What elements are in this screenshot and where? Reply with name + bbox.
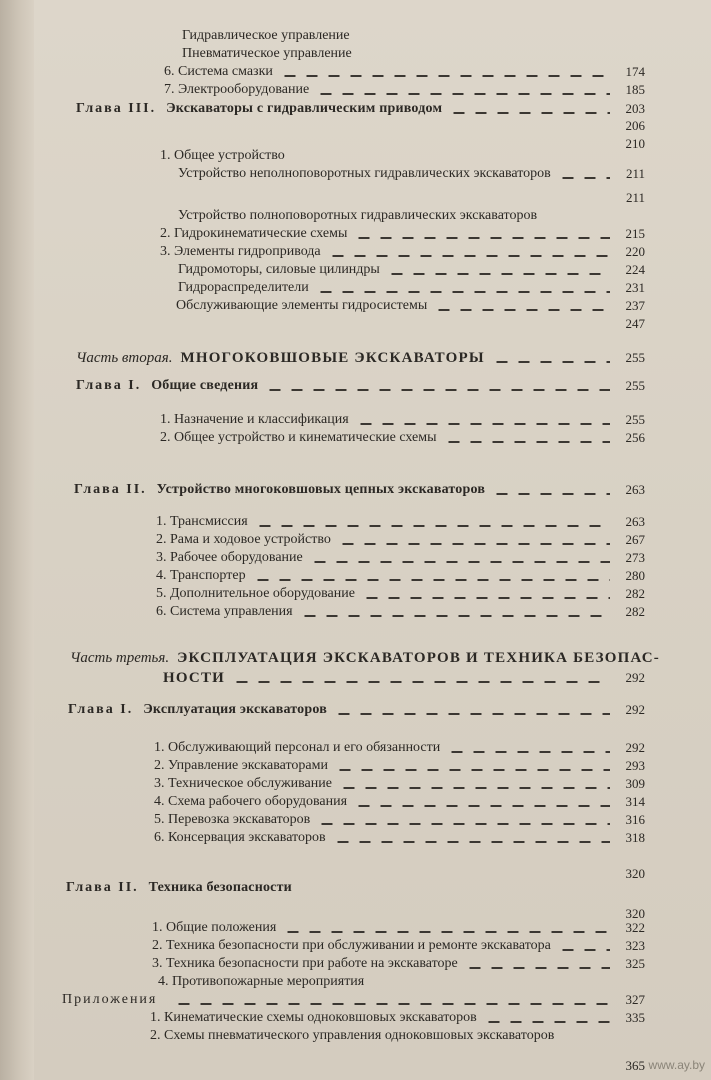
- dot-leader: [279, 75, 610, 77]
- toc-entry-title: 5. Дополнительное оборудование: [156, 586, 355, 601]
- toc-heading-prefix: Глава III.: [76, 101, 157, 116]
- toc-entry: [178, 208, 537, 224]
- toc-entry: [152, 956, 458, 972]
- toc-entry-title: 3. Рабочее оборудование: [156, 550, 303, 565]
- dot-leader: [315, 93, 610, 95]
- toc-entry-title: 6. Консервация экскаваторов: [154, 830, 326, 845]
- toc-page-number: 320: [625, 906, 645, 921]
- toc-entry: [154, 776, 332, 792]
- toc-entry-title: 2. Управление экскаваторами: [154, 758, 328, 773]
- toc-entry-title: Эксплуатация экскаваторов: [143, 702, 327, 717]
- toc-entry-title: 2. Рама и ходовое устройство: [156, 532, 331, 547]
- toc-page-number: 263: [625, 514, 645, 529]
- dot-leader: [315, 291, 610, 293]
- toc-page-number: 365: [625, 1058, 645, 1073]
- toc-entry: [176, 298, 427, 314]
- dot-leader: [309, 561, 610, 563]
- toc-heading-prefix: Глава II.: [66, 880, 139, 895]
- dot-leader: [491, 493, 610, 495]
- toc-entry: [156, 514, 248, 530]
- toc-page-number: 314: [625, 794, 645, 809]
- toc-page-number: 211: [625, 166, 645, 181]
- toc-entry-title: 6. Система смазки: [164, 64, 273, 79]
- toc-entry: [164, 64, 273, 80]
- toc-page-number: 203: [625, 101, 645, 116]
- dot-leader: [282, 931, 610, 933]
- toc-entry: [160, 226, 347, 242]
- toc-entry: [178, 280, 309, 296]
- dot-leader: [252, 579, 610, 581]
- toc-entry-title: МНОГОКОВШОВЫЕ ЭКСКАВАТОРЫ: [180, 350, 485, 366]
- toc-entry: [164, 82, 309, 98]
- toc-entry-title: 2. Гидрокинематические схемы: [160, 226, 348, 241]
- toc-page-number: 292: [625, 670, 645, 685]
- dot-leader: [355, 423, 610, 425]
- toc-page-number: 292: [625, 740, 645, 755]
- toc-heading-prefix: Глава II.: [74, 482, 147, 497]
- toc-page-number: 247: [625, 316, 645, 331]
- toc-entry-title: Приложения: [62, 992, 158, 1007]
- toc-entry-title: Общие сведения: [151, 378, 259, 393]
- toc-entry-title: Обслуживающие элементы гидросистемы: [176, 298, 428, 313]
- toc-entry: [156, 604, 293, 620]
- toc-entry-title: Устройство неполноповоротных гидравлических экскаваторов: [178, 166, 551, 181]
- dot-leader: [433, 309, 610, 311]
- toc-entry-title: 3. Элементы гидропривода: [160, 244, 321, 259]
- toc-entry: [178, 166, 551, 182]
- toc-entry: [156, 550, 303, 566]
- toc-entry-title: 1. Назначение и классификация: [160, 412, 349, 427]
- dot-leader: [332, 841, 610, 843]
- toc-page-number: 267: [625, 532, 645, 547]
- toc-entry-title: НОСТИ: [163, 670, 226, 686]
- toc-entry: [152, 920, 276, 936]
- toc-entry: [178, 262, 380, 278]
- toc-heading: [76, 378, 258, 394]
- toc-page-number: 316: [625, 812, 645, 827]
- toc-entry-title: Гидромоторы, силовые цилиндры: [178, 262, 380, 277]
- toc-page-number: 215: [625, 226, 645, 241]
- toc-entry: [160, 244, 321, 260]
- book-gutter: [0, 0, 34, 1080]
- toc-entry: [62, 992, 167, 1008]
- dot-leader: [254, 525, 610, 527]
- toc-page-number: 325: [625, 956, 645, 971]
- toc-page-number: 273: [625, 550, 645, 565]
- dot-leader: [327, 255, 610, 257]
- toc-entry: [160, 430, 437, 446]
- toc-entry-title: 1. Кинематические схемы одноковшовых экскаваторов: [150, 1010, 477, 1025]
- toc-entry: [156, 532, 331, 548]
- dot-leader: [338, 787, 610, 789]
- watermark: www.ay.by: [648, 1058, 705, 1072]
- toc-page-number: 174: [625, 64, 645, 79]
- toc-entry-title: 2. Техника безопасности при обслуживании и ремонте экскаватора: [152, 938, 551, 953]
- toc-entry-title: 2. Общее устройство и кинематические схемы: [160, 430, 437, 445]
- toc-entry-title: 4. Транспортер: [156, 568, 246, 583]
- toc-heading: [68, 702, 327, 718]
- toc-entry: [150, 1028, 554, 1044]
- toc-entry: [156, 586, 355, 602]
- toc-entry-title: 1. Общие положения: [152, 920, 277, 935]
- toc-page-number: 185: [625, 82, 645, 97]
- dot-leader: [264, 389, 610, 391]
- toc-page-number: 327: [625, 992, 645, 1007]
- toc-entry-title: 5. Перевозка экскаваторов: [154, 812, 311, 827]
- toc-entry-title: 3. Техника безопасности при работе на экскаваторе: [152, 956, 458, 971]
- toc-entry: [154, 758, 328, 774]
- dot-leader: [353, 237, 610, 239]
- toc-entry-title: Устройство полноповоротных гидравлических экскаваторов: [178, 208, 538, 223]
- dot-leader: [173, 1003, 610, 1005]
- toc-entry-title: Техника безопасности: [148, 880, 292, 895]
- toc-heading-prefix: Глава I.: [76, 378, 142, 393]
- toc-heading-prefix: Часть вторая.: [76, 350, 173, 366]
- dot-leader: [448, 112, 610, 114]
- toc-heading: [66, 880, 292, 896]
- toc-page-number: 282: [625, 586, 645, 601]
- toc-page-number: 211: [625, 190, 645, 205]
- toc-entry-title: 4. Схема рабочего оборудования: [154, 794, 348, 809]
- toc-page-number: 292: [625, 702, 645, 717]
- toc-entry-title: Гидравлическое управление: [182, 28, 350, 43]
- toc-heading-prefix: Глава I.: [68, 702, 134, 717]
- toc-page-number: 282: [625, 604, 645, 619]
- toc-entry-title: 6. Система управления: [156, 604, 293, 619]
- toc-page-number: 255: [625, 350, 645, 365]
- toc-entry-title: Экскаваторы с гидравлическим приводом: [166, 101, 443, 116]
- toc-entry: [152, 938, 551, 954]
- toc-page-number: 210: [625, 136, 645, 151]
- toc-page-number: 335: [625, 1010, 645, 1025]
- toc-page-number: 255: [625, 412, 645, 427]
- toc-entry-title: ЭКСПЛУАТАЦИЯ ЭКСКАВАТОРОВ И ТЕХНИКА БЕЗОПАС-: [177, 650, 660, 666]
- toc-page-number: 318: [625, 830, 645, 845]
- toc-page-number: 280: [625, 568, 645, 583]
- toc-entry-title: Гидрораспределители: [178, 280, 309, 295]
- toc-page-number: 293: [625, 758, 645, 773]
- toc-heading: [76, 350, 485, 366]
- toc-page-number: 237: [625, 298, 645, 313]
- dot-leader: [443, 441, 611, 443]
- toc-entry-title: 4. Противопожарные мероприятия: [158, 974, 365, 989]
- toc-page-number: 323: [625, 938, 645, 953]
- toc-entry: [160, 148, 285, 164]
- dot-leader: [446, 751, 610, 753]
- dot-leader: [353, 805, 610, 807]
- toc-page-number: 231: [625, 280, 645, 295]
- dot-leader: [334, 769, 610, 771]
- dot-leader: [464, 967, 610, 969]
- toc-page-number: 320: [625, 866, 645, 881]
- toc-page-number: 263: [625, 482, 645, 497]
- toc-entry-title: 7. Электрооборудование: [164, 82, 310, 97]
- toc-entry: [182, 28, 350, 44]
- toc-heading: [70, 650, 660, 666]
- toc-entry-title: 1. Трансмиссия: [156, 514, 248, 529]
- toc-page-number: 224: [625, 262, 645, 277]
- toc-heading: [76, 101, 442, 117]
- toc-entry: [154, 794, 347, 810]
- toc-entry-title: Устройство многоковшовых цепных экскаваторов: [156, 482, 486, 497]
- toc-heading-prefix: Часть третья.: [70, 650, 170, 666]
- dot-leader: [361, 597, 610, 599]
- toc-entry: [160, 412, 349, 428]
- dot-leader: [316, 823, 610, 825]
- dot-leader: [483, 1021, 610, 1023]
- toc-page-number: 322: [625, 920, 645, 935]
- dot-leader: [333, 713, 610, 715]
- toc-entry: [154, 740, 440, 756]
- toc-entry-title: 2. Схемы пневматического управления одноковшовых экскаваторов: [150, 1028, 555, 1043]
- toc-entry-title: 1. Обслуживающий персонал и его обязанности: [154, 740, 441, 755]
- toc-page-number: 206: [625, 118, 645, 133]
- dot-leader: [337, 543, 610, 545]
- toc-page-number: 309: [625, 776, 645, 791]
- toc-entry: [154, 812, 310, 828]
- toc-entry-title: Пневматическое управление: [182, 46, 352, 61]
- dot-leader: [299, 615, 610, 617]
- toc-entry: [150, 1010, 477, 1026]
- dot-leader: [386, 273, 610, 275]
- toc-entry-title: 3. Техническое обслуживание: [154, 776, 332, 791]
- toc-entry: [182, 46, 352, 62]
- toc-entry: [158, 974, 364, 990]
- toc-entry: [154, 830, 326, 846]
- toc-entry: [163, 670, 225, 686]
- toc-entry-title: 1. Общее устройство: [160, 148, 285, 163]
- dot-leader: [231, 681, 610, 683]
- dot-leader: [557, 949, 610, 951]
- dot-leader: [491, 361, 610, 363]
- toc-entry: [156, 568, 246, 584]
- toc-page-number: 255: [625, 378, 645, 393]
- toc-page-number: 220: [625, 244, 645, 259]
- toc-page-number: 256: [625, 430, 645, 445]
- toc-heading: [74, 482, 485, 498]
- dot-leader: [557, 177, 610, 179]
